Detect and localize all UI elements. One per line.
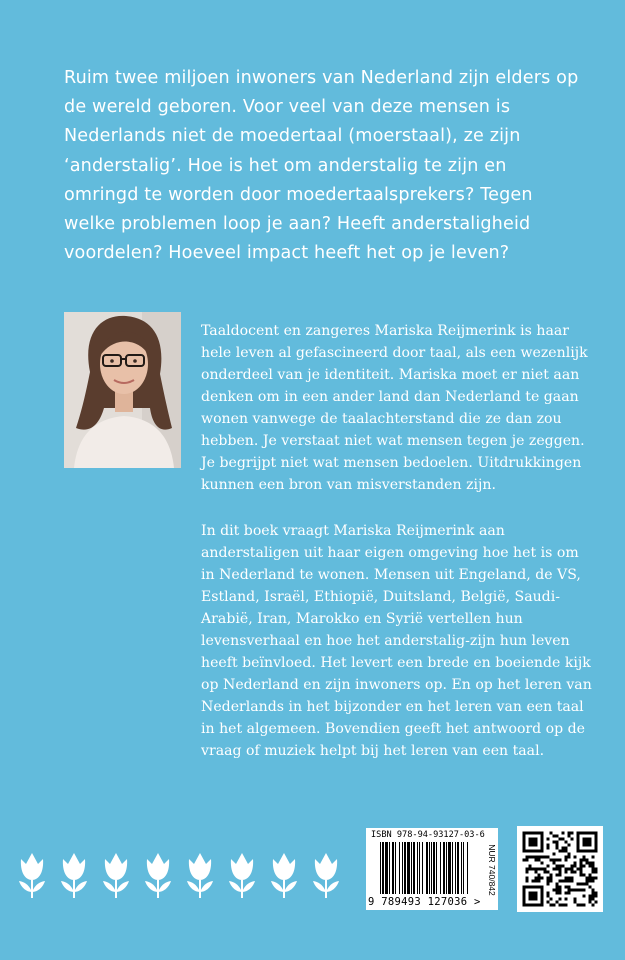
tulip-icon bbox=[184, 850, 216, 898]
tulip-icon bbox=[58, 850, 90, 898]
tulip-icon bbox=[310, 850, 342, 898]
tulip-icon bbox=[16, 850, 48, 898]
isbn-label: ISBN 978-94-93127-03-6 bbox=[371, 830, 485, 840]
book-description: In dit boek vraagt Mariska Reijmerink aan anderstaligen uit haar eigen omgeving hoe het is om in Nederland te wonen. Mensen uit Engeland, de VS, Estland, Israël, Ethiopië, Duitsland, België, Saudi-Arabië, Iran, Marokko en Syrië vertellen hun levensverhaal en hoe het anderstalig-zijn hun leven heeft beïnvloed. Het levert een brede en boeiende kijk op Nederland en zijn inwoners op. En op het leren van Nederlands in het bijzonder en het leren van een taal in het algemeen. Bovendien geeft het antwoord op de vraag of muziek helpt bij het leren van een taal. bbox=[201, 523, 592, 759]
tulip-row bbox=[16, 850, 342, 898]
barcode-bars bbox=[380, 842, 486, 894]
qr-code-pattern bbox=[517, 826, 603, 912]
ean-digits: 9 789493 127036 > bbox=[368, 896, 481, 908]
tulip-icon bbox=[142, 850, 174, 898]
tulip-icon bbox=[268, 850, 300, 898]
author-bio: Taaldocent en zangeres Mariska Reijmerink is haar hele leven al gefascineerd door taal, als een wezenlijk onderdeel van je identiteit. Mariska moet er niet aan denken om in een ander land dan Nederland te gaan wonen vanwege de taalachterstand die ze dan zou hebben. Je verstaat niet wat mensen tegen je zeggen. Je begrijpt niet wat mensen bedoelen. Uitdrukkingen kunnen een bron van misverstanden zijn. bbox=[201, 323, 588, 493]
isbn-barcode bbox=[366, 828, 498, 910]
tulip-icon bbox=[100, 850, 132, 898]
intro-text: Ruim twee miljoen inwoners van Nederland zijn elders op de wereld geboren. Voor veel van deze mensen is Nederlands niet de moedertaal (moerstaal), ze zijn ‘anderstalig’. Hoe is het om anderstalig te zijn en omringd te worden door moedertaalsprekers? Tegen welke problemen loop je aan? Heeft anderstaligheid voordelen? Hoeveel impact heeft het op je leven? bbox=[64, 68, 579, 264]
qr-code bbox=[517, 826, 603, 912]
nur-code: NUR 740/842 bbox=[487, 844, 497, 896]
tulip-icon bbox=[226, 850, 258, 898]
author-photo bbox=[64, 312, 181, 468]
